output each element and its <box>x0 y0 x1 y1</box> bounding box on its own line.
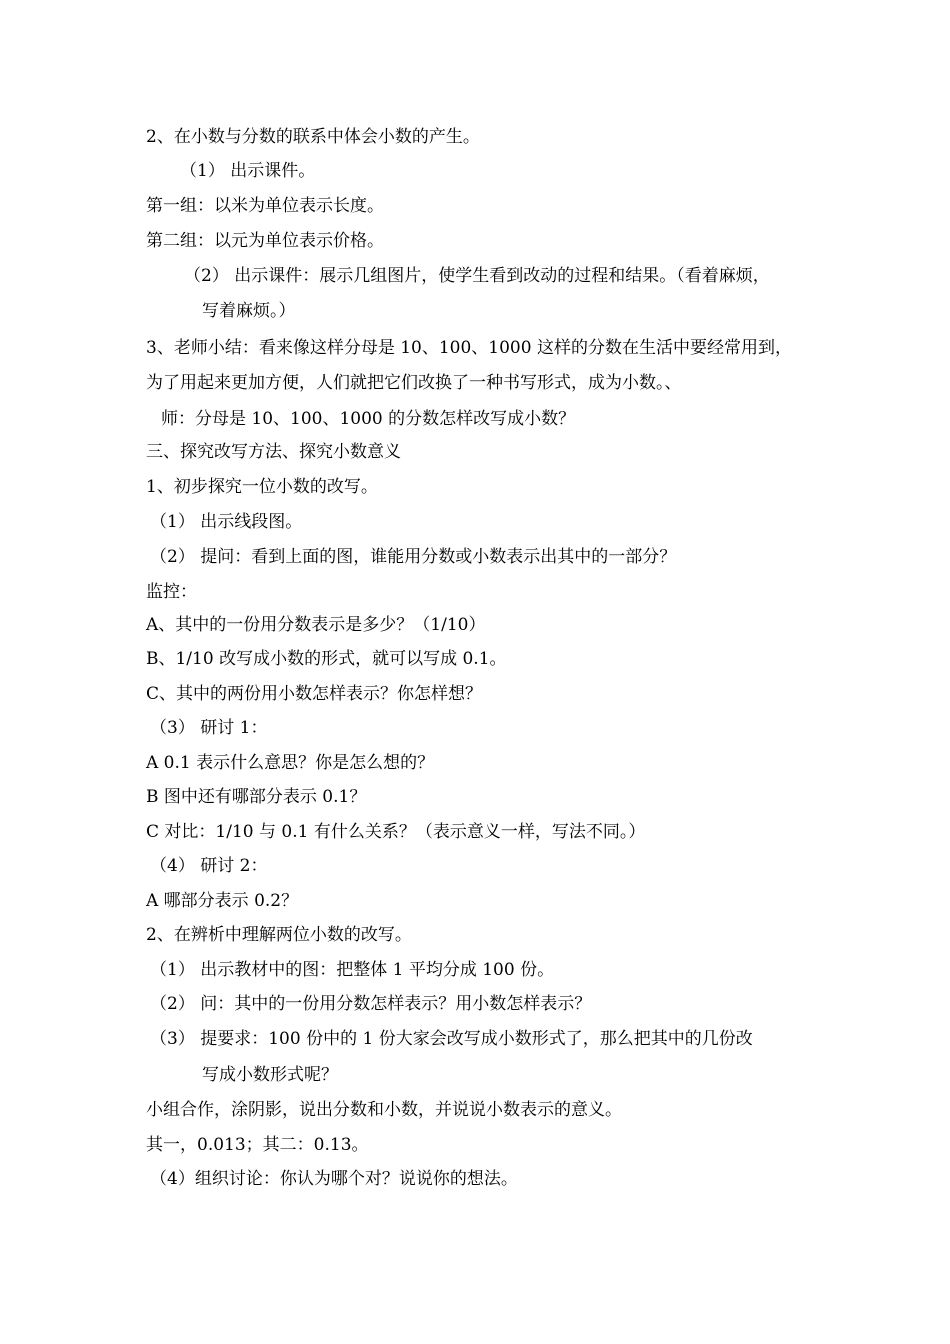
text-line: 写着麻烦。） <box>202 301 296 321</box>
text-line: 1、初步探究一位小数的改写。 <box>146 477 378 497</box>
text-line: B、1/10 改写成小数的形式，就可以写成 0.1。 <box>146 649 507 669</box>
text-line: （4） 研讨 2： <box>150 856 268 876</box>
text-line: （2） 出示课件：展示几组图片，使学生看到改动的过程和结果。（看着麻烦， <box>184 266 770 286</box>
text-line: 监控： <box>146 582 197 602</box>
text-line: A 0.1 表示什么意思？你是怎么想的？ <box>146 753 435 773</box>
text-line: 写成小数形式呢？ <box>202 1065 338 1085</box>
text-line: 第一组：以米为单位表示长度。 <box>146 196 384 216</box>
text-line: （3） 提要求：100 份中的 1 份大家会改写成小数形式了，那么把其中的几份改 <box>150 1029 753 1049</box>
text-line: 第二组：以元为单位表示价格。 <box>146 231 384 251</box>
text-line: A 哪部分表示 0.2？ <box>146 891 299 911</box>
text-line: （1） 出示线段图。 <box>150 512 303 532</box>
text-line: （1） 出示教材中的图：把整体 1 平均分成 100 份。 <box>150 960 555 980</box>
text-line: （2） 问：其中的一份用分数怎样表示？用小数怎样表示？ <box>150 994 592 1014</box>
text-line: 其一，0.013；其二：0.13。 <box>146 1135 369 1155</box>
text-line: 2、在辨析中理解两位小数的改写。 <box>146 925 412 945</box>
text-line: C、其中的两份用小数怎样表示？你怎样想？ <box>146 684 483 704</box>
text-line: B 图中还有哪部分表示 0.1？ <box>146 787 367 807</box>
text-line: C 对比：1/10 与 0.1 有什么关系？（表示意义一样，写法不同。） <box>146 822 646 842</box>
text-line: 师：分母是 10、100、1000 的分数怎样改写成小数？ <box>161 409 576 429</box>
text-line: 3、老师小结：看来像这样分母是 10、100、1000 这样的分数在生活中要经常用到， <box>146 338 792 358</box>
text-line: 为了用起来更加方便，人们就把它们改换了一种书写形式，成为小数。、 <box>146 373 682 393</box>
text-line: （2） 提问：看到上面的图，谁能用分数或小数表示出其中的一部分？ <box>150 547 677 567</box>
text-line: （4）组织讨论：你认为哪个对？说说你的想法。 <box>150 1169 518 1189</box>
text-line: A、其中的一份用分数表示是多少？（1/10） <box>146 615 486 635</box>
text-line: （3） 研讨 1： <box>150 718 268 738</box>
text-line: （1） 出示课件。 <box>180 161 316 181</box>
text-line: 小组合作，涂阴影，说出分数和小数，并说说小数表示的意义。 <box>146 1100 622 1120</box>
text-line: 三、探究改写方法、探究小数意义 <box>146 442 401 462</box>
text-line: 2、在小数与分数的联系中体会小数的产生。 <box>146 127 480 147</box>
